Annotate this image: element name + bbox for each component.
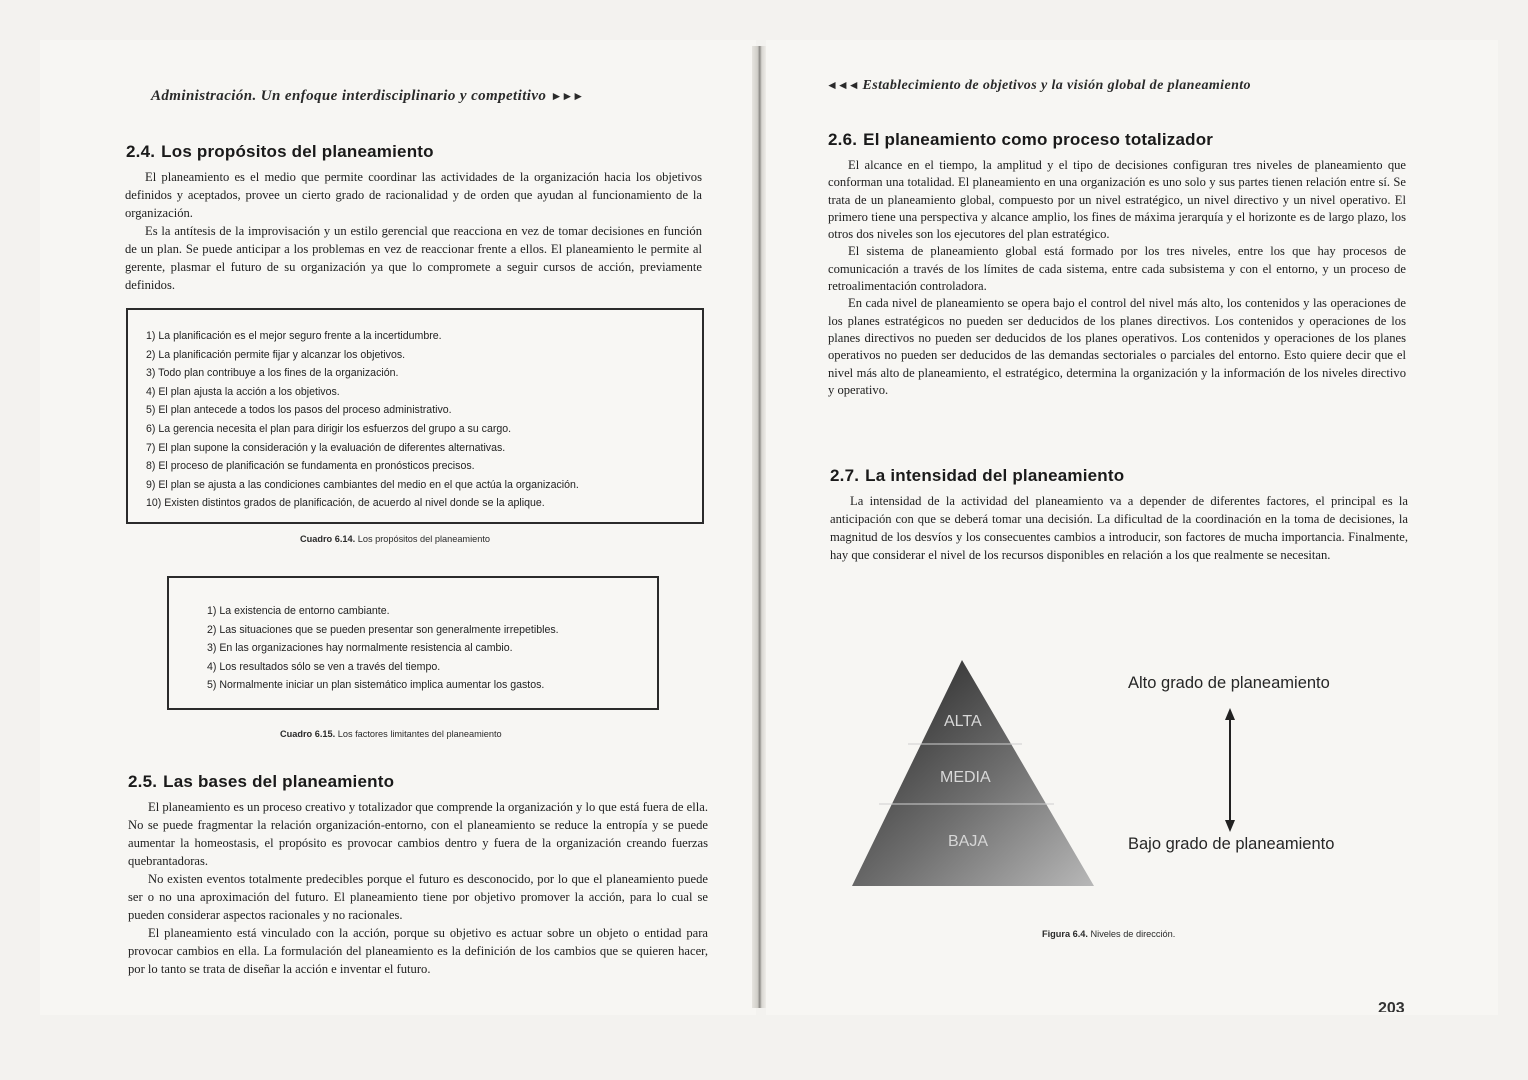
list-item: 10) Existen distintos grados de planificación, de acuerdo al nivel donde se la aplique. [146,497,545,510]
forward-arrows-icon: ►►► [550,89,584,103]
caption-label: Cuadro 6.14. [300,534,356,544]
list-item: 8) El proceso de planificación se fundamenta en pronósticos precisos. [146,460,475,473]
level-alta: ALTA [944,713,982,730]
paragraph: El planeamiento es el medio que permite coordinar las actividades de la organización hacia los objetivos definidos y aceptados, provee un cierto grado de racionalidad y de orden que ayudan al funcionamiento de la organización. [125,170,702,220]
list-item: 1) La existencia de entorno cambiante. [207,605,390,617]
back-arrows-icon: ◄◄◄ [826,78,859,92]
paragraph: No existen eventos totalmente predecibles porque el futuro es desconocido, por lo que el planeamiento puede ser o no una aproximación del futuro. El planeamiento tiene por objetivo promover la acción, para lo cual se pueden considerar aspectos racionales y no racionales. [128,872,708,922]
double-arrow-icon [1223,708,1237,832]
paragraph: En cada nivel de planeamiento se opera bajo el control del nivel más alto, los contenidos y las operaciones de los planes estratégicos no pueden ser deducidos de los planes directivos. Los contenidos y operaciones de los planes directivos no pueden ser deducidos de los planes operativos. Los contenidos y operaciones de los planes operativos no pueden ser deducidos de las demandas sectoriales o parciales del entorno. Esto quiere decir que el nivel más alto de planeamiento, el estratégico, determina la organización y la información de los niveles directivo y operativo. [828,296,1406,397]
section-number: 2.5. [128,772,158,791]
limiting-factors-list [169,578,657,695]
paragraph: El planeamiento es un proceso creativo y totalizador que comprende la organización y lo que está fuera de ella. No se puede fragmentar la relación organización-entorno, con el planeamiento se reduce la entropía y se puede aumentar la homeostasis, el propósito es provocar cambios dentro y fuera de la organización creando fuerzas quebrantadoras. [128,800,708,868]
section-title: Las bases del planeamiento [163,772,395,791]
section-2-5-heading [128,772,394,792]
table-6-14-caption [300,534,490,544]
paragraph: El alcance en el tiempo, la amplitud y el tipo de decisiones configuran tres niveles de planeamiento que conforman una totalidad. El planeamiento en una organización es uno solo y sus partes tienen relación entre sí. Se trata de un planeamiento global, compuesto por un nivel estratégico, un nivel directivo y un nivel operativo. El primero tiene una perspectiva y alcance amplio, los fines de máxima jerarquía y el horizonte es de largo plazo, los otros dos niveles son los ejecutores del plan estratégico. [828,158,1406,242]
table-6-15-box [167,576,659,710]
list-item: 4) El plan ajusta la acción a los objetivos. [146,385,340,398]
left-running-head [151,88,583,105]
book-gutter [752,46,766,1008]
section-number: 2.7. [830,466,860,485]
list-item: 7) El plan supone la consideración y la evaluación de diferentes alternativas. [146,441,506,454]
caption-text: Los factores limitantes del planeamiento [337,729,502,739]
list-item: 4) Los resultados sólo se ven a través del tiempo. [207,660,441,673]
left-page [40,40,756,1015]
table-6-15-caption [280,729,502,739]
section-2-4-heading [126,142,434,162]
paragraph: El sistema de planeamiento global está formado por los tres niveles, entre los que hay procesos de comunicación a través de los límites de cada sistema, entre cada subsistema y con el entorno, y un proceso de retroalimentación controladora. [828,244,1406,294]
list-item: 2) La planificación permite fijar y alcanzar los objetivos. [146,348,406,361]
section-2-6-heading [828,130,1213,150]
section-number: 2.4. [126,142,156,161]
caption-text: Niveles de dirección. [1090,929,1176,939]
section-title: Los propósitos del planeamiento [161,142,434,161]
section-2-4-body [125,168,702,294]
low-planning-label: Bajo grado de planeamiento [1128,835,1335,853]
list-item: 6) La gerencia necesita el plan para dirigir los esfuerzos del grupo a su cargo. [146,422,512,435]
caption-label: Figura 6.4. [1042,929,1088,939]
section-title: La intensidad del planeamiento [865,466,1125,485]
caption-label: Cuadro 6.15. [280,729,336,739]
list-item: 9) El plan se ajusta a las condiciones cambiantes del medio en el que actúa la organización. [146,478,579,491]
section-2-7-heading [830,466,1124,486]
section-2-7-body [830,492,1408,564]
level-baja: BAJA [948,833,989,850]
section-title: El planeamiento como proceso totalizador [863,130,1214,149]
purposes-list [128,310,702,513]
list-item: 5) El plan antecede a todos los pasos del proceso administrativo. [146,404,452,417]
section-2-6-body [828,157,1406,399]
section-2-5-body [128,798,708,978]
list-item: 1) La planificación es el mejor seguro frente a la incertidumbre. [146,330,442,342]
pyramid-diagram [846,654,1126,894]
high-planning-label: Alto grado de planeamiento [1128,674,1330,692]
page-number: 203 [1378,1000,1405,1012]
caption-text: Los propósitos del planeamiento [357,534,491,544]
list-item: 5) Normalmente iniciar un plan sistemático implica aumentar los gastos. [207,679,545,692]
right-page [766,40,1498,1015]
list-item: 3) Todo plan contribuye a los fines de la organización. [146,367,399,380]
left-running-head-text: Administración. Un enfoque interdisciplinario y competitivo [151,88,547,104]
right-running-head [826,78,1251,94]
section-number: 2.6. [828,130,858,149]
list-item: 2) Las situaciones que se pueden presentar son generalmente irrepetibles. [207,623,559,636]
level-media: MEDIA [940,769,991,786]
right-running-head-text: Establecimiento de objetivos y la visión global de planeamiento [862,78,1251,93]
table-6-14-box [126,308,704,524]
paragraph: La intensidad de la actividad del planeamiento va a depender de diferentes factores, el principal es la anticipación con que se deberá tomar una decisión. La dificultad de la coordinación en la toma de decisiones, la magnitud de los desvíos y los consecuentes cambios a introducir, son factores de mucha importancia. Finalmente, hay que considerar el nivel de los recursos disponibles en relación a los que realmente se necesitan. [830,494,1408,562]
list-item: 3) En las organizaciones hay normalmente resistencia al cambio. [207,642,513,655]
paragraph: Es la antítesis de la improvisación y un estilo gerencial que reacciona en vez de tomar decisiones en función de un plan. Se puede anticipar a los problemas en vez de reaccionar frente a ellos. El planeamiento le permite al gerente, plasmar el futuro de su organización ya que lo compromete a seguir cursos de acción, previamente definidos. [125,224,702,292]
figure-6-4-caption [1042,929,1175,939]
paragraph: El planeamiento está vinculado con la acción, porque su objetivo es actuar sobre un objeto o entidad para provocar cambios en ella. La formulación del planeamiento es la definición de los cambios que se quieren hacer, por lo tanto se trata de diseñar la acción e inventar el futuro. [128,926,708,976]
